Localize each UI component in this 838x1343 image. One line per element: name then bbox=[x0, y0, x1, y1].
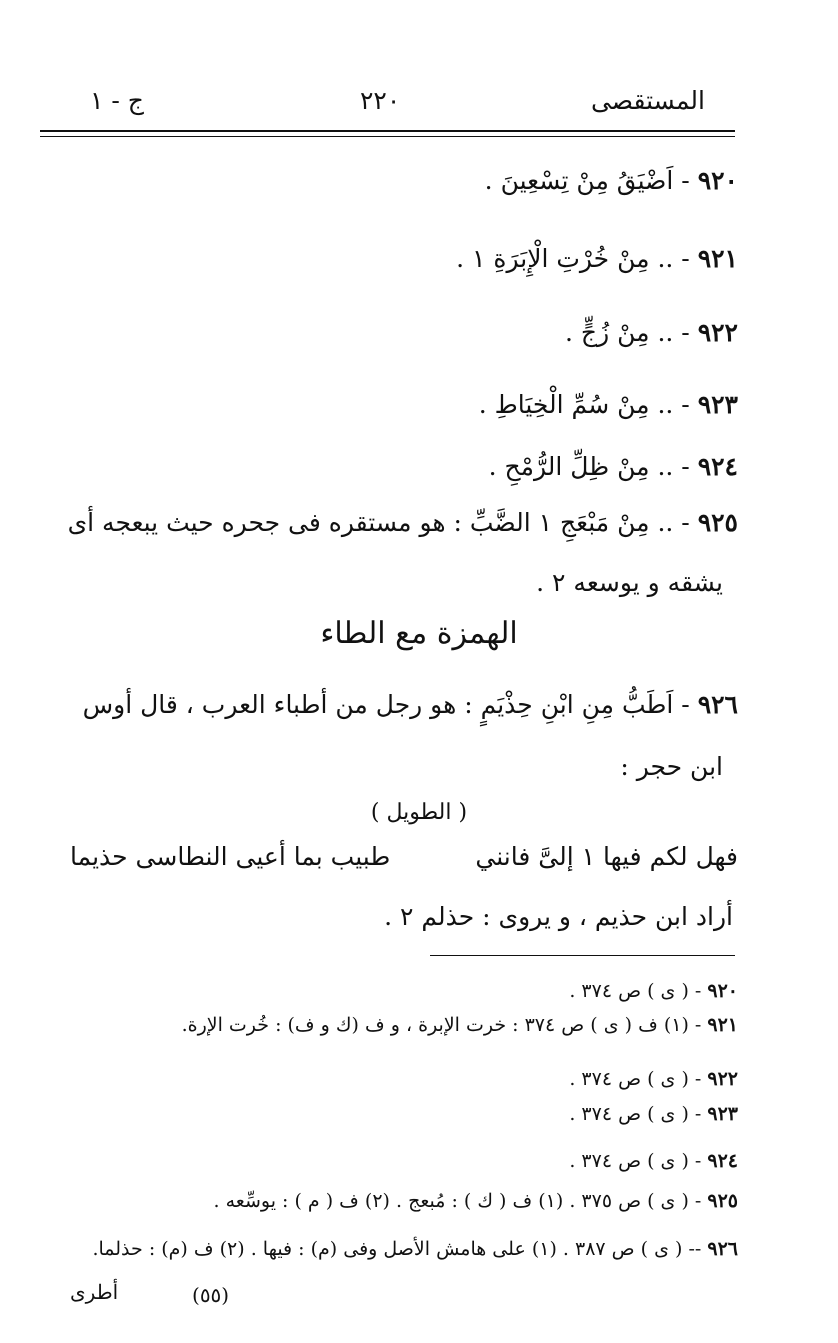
signature-mark: أطرى bbox=[70, 1280, 119, 1304]
book-title: المستقصى bbox=[590, 86, 705, 115]
entry-number: ٩٢٣ bbox=[697, 390, 738, 419]
poetic-meter: ( الطويل ) bbox=[370, 800, 468, 825]
entry-text: - اَطَبُّ مِنِ ابْنِ حِذْيَمٍ : هو رجل من أطباء العرب ، قال أوس bbox=[82, 690, 690, 719]
sheet-number: (٥٥) bbox=[192, 1283, 230, 1307]
footnote-924 bbox=[20, 1150, 738, 1172]
footnote-number: ٩٢٣ bbox=[707, 1103, 738, 1125]
volume-label: ج - ١ bbox=[90, 86, 144, 115]
entry-text: - .. مِنْ سُمِّ الْخِيَاطِ . bbox=[478, 390, 690, 419]
verse-first-hemistich: فهل لكم فيها ١ إلىَّ فانني bbox=[475, 842, 738, 871]
footnote-925 bbox=[20, 1190, 738, 1212]
entry-text: - .. مِنْ مَبْعَجِ ١ الضَّبِّ : هو مستقره فى جحره حيث يبعجه أى bbox=[67, 508, 690, 537]
entry-number: ٩٢١ bbox=[697, 244, 738, 273]
entry-925 bbox=[40, 508, 738, 537]
footnote-number: ٩٢٤ bbox=[707, 1150, 738, 1172]
footnote-text: - ( ى ) ص ٣٧٤ . bbox=[569, 1150, 702, 1172]
footnote-text: - ( ى ) ص ٣٧٥ . (١) ف ( ك ) : مُبعج . (٢) ف ( م ) : يوسِّعه . bbox=[213, 1190, 702, 1212]
verse-note: أراد ابن حذيم ، و يروى : حذلم ٢ . bbox=[384, 902, 733, 931]
entry-number: ٩٢٦ bbox=[697, 690, 738, 719]
verse-second-hemistich: طبيب بما أعيى النطاسى حذيما bbox=[70, 842, 391, 871]
page-number: ٢٢٠ bbox=[360, 86, 401, 115]
footnote-text: - (١) ف ( ى ) ص ٣٧٤ : خرت الإبرة ، و ف (ك و ف) : خُرت الإرة. bbox=[181, 1014, 702, 1036]
entry-926 bbox=[40, 690, 738, 719]
entry-926-continuation: ابن حجر : bbox=[620, 752, 723, 781]
footnote-number: ٩٢٥ bbox=[707, 1190, 738, 1212]
footnote-text: - ( ى ) ص ٣٧٤ . bbox=[569, 1103, 702, 1125]
entry-924 bbox=[40, 452, 738, 481]
footnote-926 bbox=[20, 1238, 738, 1260]
footnote-921 bbox=[20, 1014, 738, 1036]
footnote-920 bbox=[20, 980, 738, 1002]
entry-number: ٩٢٠ bbox=[697, 166, 738, 195]
footnote-text: - ( ى ) ص ٣٧٤ . bbox=[569, 980, 702, 1002]
footnote-text: - ( ى ) ص ٣٧٤ . bbox=[569, 1068, 702, 1090]
footnote-text: -- ( ى ) ص ٣٨٧ . (١) على هامش الأصل وفى (م) : فيها . (٢) ف (م) : حذلما. bbox=[92, 1238, 702, 1260]
section-heading: الهمزة مع الطاء bbox=[320, 616, 518, 651]
entry-text: - اَضْيَقُ مِنْ تِسْعِينَ . bbox=[484, 166, 690, 195]
entry-text: - .. مِنْ زُجٍّ . bbox=[565, 318, 690, 347]
entry-925-continuation: يشقه و يوسعه ٢ . bbox=[536, 568, 723, 597]
header-rule-thin bbox=[40, 136, 735, 137]
entry-920 bbox=[40, 166, 738, 195]
footnote-number: ٩٢٦ bbox=[707, 1238, 738, 1260]
header-rule bbox=[40, 130, 735, 132]
entry-text: - .. مِنْ خُرْتِ الْإِبَرَةِ ١ . bbox=[456, 244, 690, 273]
entry-923 bbox=[40, 390, 738, 419]
entry-number: ٩٢٢ bbox=[697, 318, 738, 347]
footnote-number: ٩٢١ bbox=[707, 1014, 738, 1036]
running-header bbox=[45, 86, 735, 130]
footnote-rule bbox=[430, 955, 735, 956]
entry-922 bbox=[40, 318, 738, 347]
footnote-number: ٩٢٠ bbox=[707, 980, 738, 1002]
footnote-923 bbox=[20, 1103, 738, 1125]
entry-921 bbox=[40, 244, 738, 273]
entry-number: ٩٢٤ bbox=[697, 452, 738, 481]
footnote-922 bbox=[20, 1068, 738, 1090]
entry-number: ٩٢٥ bbox=[697, 508, 738, 537]
entry-text: - .. مِنْ ظِلِّ الرُّمْحِ . bbox=[488, 452, 690, 481]
footnote-number: ٩٢٢ bbox=[707, 1068, 738, 1090]
